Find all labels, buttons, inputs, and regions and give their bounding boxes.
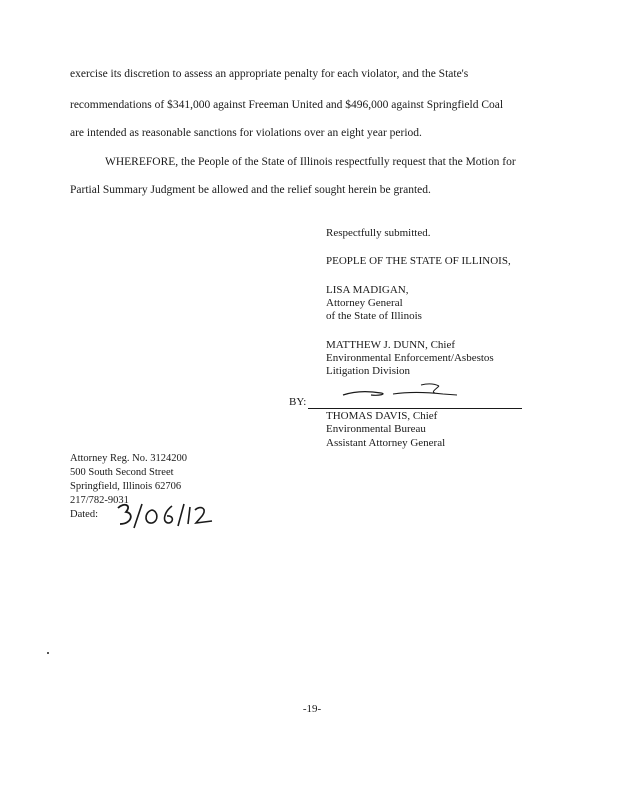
attorney-reg-no: Attorney Reg. No. 3124200 (70, 453, 187, 464)
party-name: PEOPLE OF THE STATE OF ILLINOIS, (326, 255, 511, 267)
chief-title-2: Litigation Division (326, 365, 411, 377)
dated-label: Dated: (70, 509, 98, 520)
ag-name: LISA MADIGAN, (326, 284, 409, 296)
signer-title-2: Assistant Attorney General (326, 437, 446, 449)
chief-title-1: Environmental Enforcement/Asbestos (326, 352, 494, 364)
street-address: 500 South Second Street (70, 467, 174, 478)
body-line-5: Partial Summary Judgment be allowed and the relief sought herein be granted. (70, 184, 431, 196)
handwritten-date (112, 498, 217, 534)
chief-name: MATTHEW J. DUNN, Chief (326, 339, 456, 351)
body-line-1: exercise its discretion to assess an appropriate penalty for each violator, and the State's (70, 68, 469, 80)
signer-title-1: Environmental Bureau (326, 423, 426, 435)
body-line-2: recommendations of $341,000 against Freeman United and $496,000 against Springfield Coal (70, 99, 504, 111)
closing: Respectfully submitted. (326, 227, 431, 239)
ag-title-2: of the State of Illinois (326, 310, 422, 322)
handwritten-signature (335, 380, 465, 402)
body-line-4: WHEREFORE, the People of the State of Illinois respectfully request that the Motion for (105, 156, 516, 168)
city-address: Springfield, Illinois 62706 (70, 481, 182, 492)
body-line-3: are intended as reasonable sanctions for violations over an eight year period. (70, 127, 422, 139)
signer-name: THOMAS DAVIS, Chief (326, 410, 438, 422)
page-number: -19- (302, 703, 322, 715)
stray-mark (47, 652, 49, 654)
phone-number: 217/782-9031 (70, 495, 129, 506)
signature-line (308, 408, 522, 409)
ag-title-1: Attorney General (326, 297, 403, 309)
by-label: BY: (289, 396, 307, 408)
